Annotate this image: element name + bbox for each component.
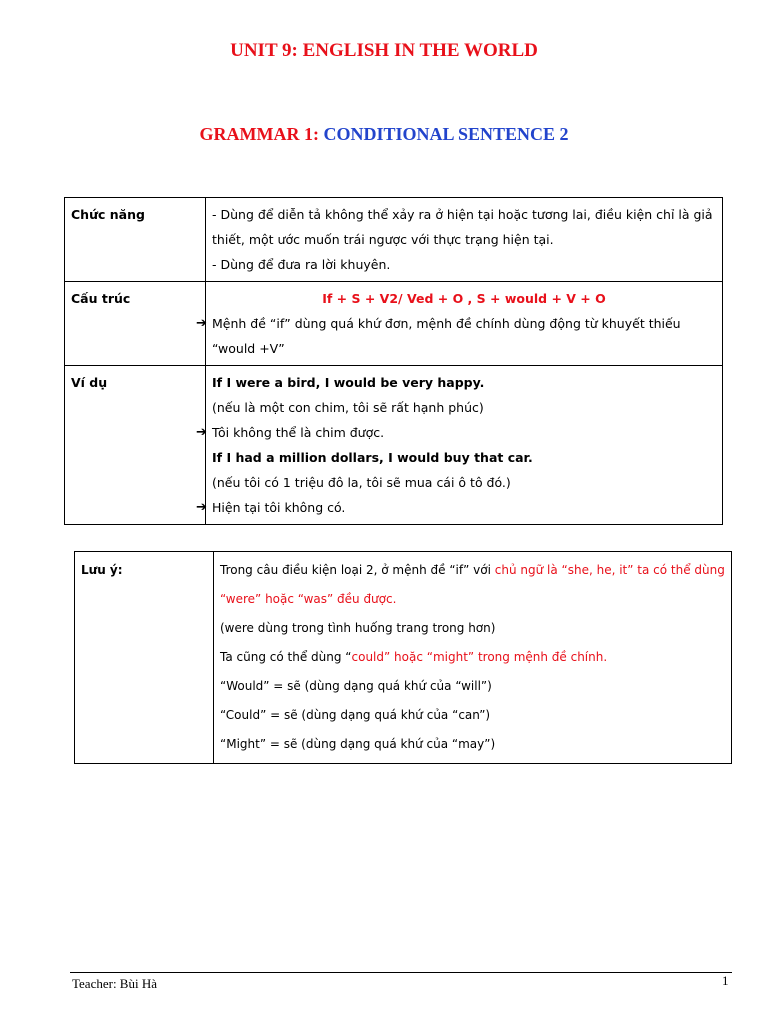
note-row [75,552,732,764]
note-label: Lưu ý: [75,552,214,764]
unit-title: UNIT 9: ENGLISH IN THE WORLD [230,40,538,61]
example-2-note [196,495,716,520]
arrow-icon: ➔ [196,425,207,440]
example-label: Ví dụ [65,366,206,525]
note-para-1 [220,556,725,614]
example-1-translation: (nếu là một con chim, tôi sẽ rất hạnh phúc) [212,400,484,415]
function-content [206,198,723,282]
note-para-6: “Might” = sẽ (dùng dạng quá khứ của “may”) [220,737,496,751]
structure-formula: If + S + V2/ Ved + O , S + would + V + O [322,291,606,306]
note-para-5: “Could” = sẽ (dùng dạng quá khứ của “can”) [220,708,491,722]
grammar-title [0,124,768,145]
example-2: If I had a million dollars, I would buy that car. [212,450,533,465]
grammar-topic: CONDITIONAL SENTENCE 2 [323,124,569,144]
note-para-2: (were dùng trong tình huống trang trong hơn) [220,621,496,635]
structure-row [65,282,723,366]
example-1-note-text: Tôi không thể là chim được. [212,425,385,440]
note-para-3-a: Ta cũng có thể dùng “ [220,650,352,664]
note-para-3-b: could” hoặc “might” trong mệnh đề chính. [351,650,608,664]
note-table [74,551,732,764]
example-1-note [196,420,716,445]
footer-teacher: Teacher: Bùi Hà [72,976,157,991]
page-number: 1 [722,973,729,988]
note-para-1-b: chủ ngữ là “she, he, it” ta có thể dùng “were” hoặc “was” đều được. [220,563,725,606]
arrow-icon: ➔ [196,316,207,331]
example-2-note-text: Hiện tại tôi không có. [212,500,346,515]
example-row [65,366,723,525]
note-para-1-a: Trong câu điều kiện loại 2, ở mệnh đề “if” với [220,563,495,577]
note-content [214,552,732,764]
structure-note-text: Mệnh đề “if” dùng quá khứ đơn, mệnh đề chính dùng động từ khuyết thiếu “would +V” [212,316,681,356]
arrow-icon: ➔ [196,500,207,515]
function-label: Chức năng [65,198,206,282]
example-1: If I were a bird, I would be very happy. [212,375,485,390]
example-content [196,366,723,525]
grammar-prefix: GRAMMAR 1: [199,124,319,144]
grammar-table [64,197,723,525]
note-para-4: “Would” = sẽ (dùng dạng quá khứ của “will”) [220,679,492,693]
structure-content [196,282,723,366]
example-2-translation: (nếu tôi có 1 triệu đô la, tôi sẽ mua cái ô tô đó.) [212,475,511,490]
function-line-1: - Dùng để diễn tả không thể xảy ra ở hiện tại hoặc tương lai, điều kiện chỉ là giả thiết, một ước muốn trái ngược với thực trạng hiện tại. [212,207,713,247]
function-row [65,198,723,282]
function-line-2: - Dùng để đưa ra lời khuyên. [212,257,391,272]
footer-divider [70,972,732,973]
structure-label: Cấu trúc [65,282,206,366]
structure-note [196,311,716,361]
note-para-3 [220,643,725,672]
